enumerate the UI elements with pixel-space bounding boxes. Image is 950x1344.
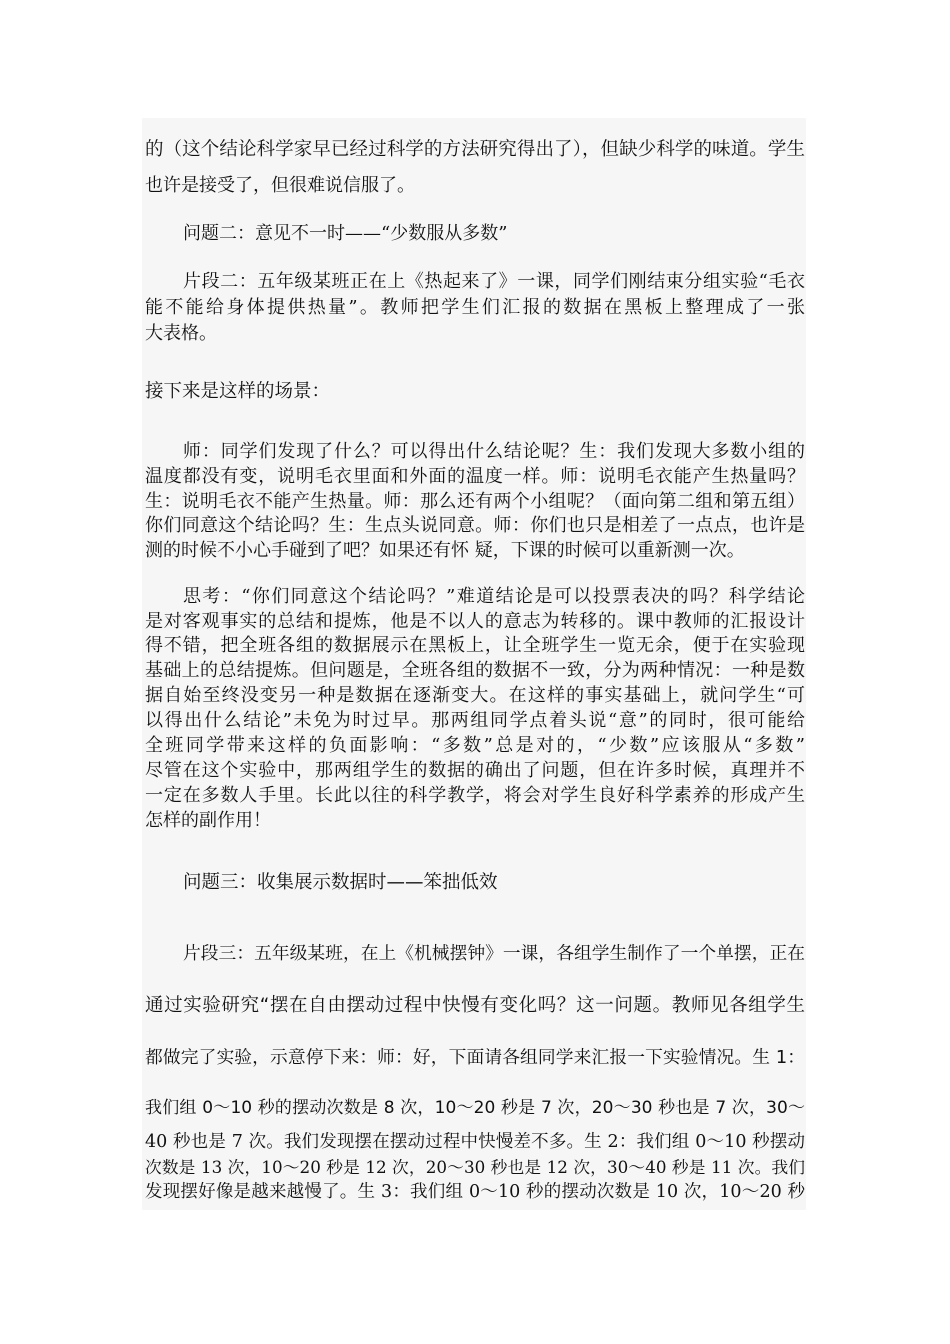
text-line: 大表格。 (145, 323, 217, 344)
text-line: 全班同学带来这样的负面影响：“多数”总是对的，“少数”应该服从“多数” (145, 735, 805, 756)
text-line: 是对客观事实的总结和提炼，他是不以人的意志为转移的。课中教师的汇报设计 (145, 611, 805, 632)
text-line: 一定在多数人手里。长此以往的科学教学，将会对学生良好科学素养的形成产生 (145, 785, 805, 806)
text-line: 片段三：五年级某班，在上《机械摆钟》一课，各组学生制作了一个单摆，正在 (183, 944, 805, 964)
text-line: 也许是接受了，但很难说信服了。 (145, 175, 415, 196)
section-heading: 问题三：收集展示数据时——笨拙低效 (183, 872, 498, 893)
text-line: 测的时候不小心手碰到了吧？如果还有怀 疑，下课的时候可以重新测一次。 (145, 540, 745, 561)
text-line: 以得出什么结论”未免为时过早。那两组同学点着头说“意”的同时，很可能给 (145, 710, 805, 731)
text-line: 都做完了实验，示意停下来：师：好，下面请各组同学来汇报一下实验情况。生 1： (145, 1048, 805, 1068)
text-line: 据自始至终没变另一种是数据在逐渐变大。在这样的事实基础上，就问学生“可 (145, 685, 805, 706)
text-line: 的（这个结论科学家早已经过科学的方法研究得出了），但缺少科学的味道。学生 (145, 139, 805, 160)
text-line: 怎样的副作用！ (145, 810, 271, 831)
text-line: 尽管在这个实验中，那两组学生的数据的确出了问题，但在许多时候，真理并不 (145, 760, 805, 781)
text-line: 能不能给身体提供热量”。教师把学生们汇报的数据在黑板上整理成了一张 (145, 297, 805, 318)
text-line: 温度都没有变，说明毛衣里面和外面的温度一样。师：说明毛衣能产生热量吗？ (145, 466, 805, 487)
text-line: 通过实验研究“摆在自由摆动过程中快慢有变化吗？这一问题。教师见各组学生 (145, 995, 805, 1016)
text-line: 我们组 0～10 秒的摆动次数是 8 次，10～20 秒是 7 次，20～30 秒也是 7 次，30～ (145, 1098, 805, 1118)
text-line: 40 秒也是 7 次。我们发现摆在摆动过程中快慢差不多。生 2：我们组 0～10 秒摆动 (145, 1132, 805, 1152)
text-line: 发现摆好像是越来越慢了。生 3：我们组 0～10 秒的摆动次数是 10 次，10～20 秒 (145, 1182, 805, 1202)
text-line: 接下来是这样的场景： (145, 381, 331, 402)
section-heading: 问题二：意见不一时——“少数服从多数” (183, 223, 508, 244)
text-line: 思考：“你们同意这个结论吗？”难道结论是可以投票表决的吗？科学结论 (183, 586, 805, 607)
text-line: 你们同意这个结论吗？生：生点头说同意。师：你们也只是相差了一点点，也许是 (145, 515, 805, 536)
text-line: 师：同学们发现了什么？可以得出什么结论呢？生：我们发现大多数小组的 (183, 441, 805, 462)
text-line: 次数是 13 次，10～20 秒是 12 次，20～30 秒也是 12 次，30～40 秒是 11 次。我们 (145, 1157, 805, 1177)
text-line: 得不错，把全班各组的数据展示在黑板上，让全班学生一览无余，便于在实验现 (145, 635, 805, 656)
text-line: 片段二：五年级某班正在上《热起来了》一课，同学们刚结束分组实验“毛衣 (183, 271, 805, 292)
text-line: 基础上的总结提炼。但问题是，全班各组的数据不一致，分为两种情况：一种是数 (145, 660, 805, 681)
text-line: 生：说明毛衣不能产生热量。师：那么还有两个小组呢？（面向第二组和第五组） (145, 491, 805, 512)
